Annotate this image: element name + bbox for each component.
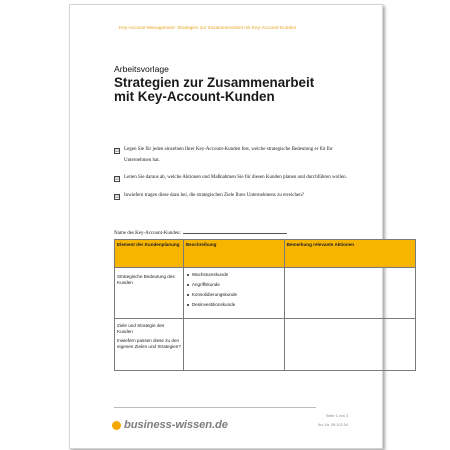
document-page <box>69 4 383 449</box>
table-cell <box>115 319 184 371</box>
instruction-item <box>114 191 354 202</box>
logo-text: business-wissen.de <box>124 419 228 431</box>
row-label: Strategische Bedeutung des Kunden <box>117 274 175 285</box>
table-row <box>115 268 416 319</box>
list-item: Desinvestitionskunde <box>186 300 282 310</box>
instruction-item <box>114 173 354 184</box>
customer-name-field <box>114 229 287 236</box>
logo-dot-icon <box>112 421 121 430</box>
row-label: Ziele und Strategie des Kunden <box>117 323 165 334</box>
table-header-row <box>115 240 416 268</box>
instruction-text: Inwiefern tragen diese dazu bei, die strategischen Ziele Ihres Unternehmens zu erreichen? <box>124 193 304 199</box>
table-header: Element der Kundenplanung <box>115 240 184 268</box>
checkbox-icon: ☑ <box>115 194 119 200</box>
table-header: Beschreibung <box>183 240 284 268</box>
table-cell[interactable] <box>284 268 415 319</box>
table-cell[interactable] <box>284 319 415 371</box>
checkbox-icon: ☑ <box>115 148 119 153</box>
table-cell[interactable] <box>183 319 284 371</box>
running-header: Key-Account-Management: Strategien zur Zusammenarbeit mit Key-Account-Kunden <box>119 25 297 30</box>
customer-type-list <box>186 270 282 310</box>
table-row <box>115 319 416 371</box>
customer-name-label: Name des Key-Account-Kunden: <box>114 231 181 236</box>
document-kicker: Arbeitsvorlage <box>114 64 169 74</box>
brand-logo <box>112 419 228 431</box>
instruction-text: Leiten Sie daraus ab, welche Aktionen und Maßnahmen Sie für diesen Kunden planen und durchführen wollen. <box>124 175 347 181</box>
table-header: Bemerkung relevante Aktionen <box>284 240 415 268</box>
planning-table <box>114 239 416 371</box>
instruction-text: Legen Sie für jeden einzelnen Ihrer Key-Account-Kunden fest, welche strategische Bedeutung er für Ihr Unternehmen hat. <box>124 147 333 163</box>
article-number: Art.-Nr. 08.102.04 <box>318 422 348 427</box>
row-sublabel: Inwiefern passen diese zu den eigenen Zielen und Strategien? <box>117 338 181 349</box>
table-cell <box>183 268 284 319</box>
customer-name-blank[interactable] <box>183 229 287 234</box>
page-number: Seite 1 von 3 <box>325 414 348 418</box>
table-cell <box>115 268 184 319</box>
footer-divider <box>114 407 316 408</box>
instruction-item <box>114 145 354 166</box>
page-meta <box>318 412 348 429</box>
document-title: Strategien zur Zusammenarbeit mit Key-Account-Kunden <box>114 75 315 105</box>
instruction-list <box>114 145 354 209</box>
list-item: Wachstumskunde <box>186 270 282 280</box>
list-item: Angriffskunde <box>186 280 282 290</box>
list-item: Konsolidierungskunde <box>186 290 282 300</box>
checkbox-icon: ☑ <box>115 176 119 182</box>
